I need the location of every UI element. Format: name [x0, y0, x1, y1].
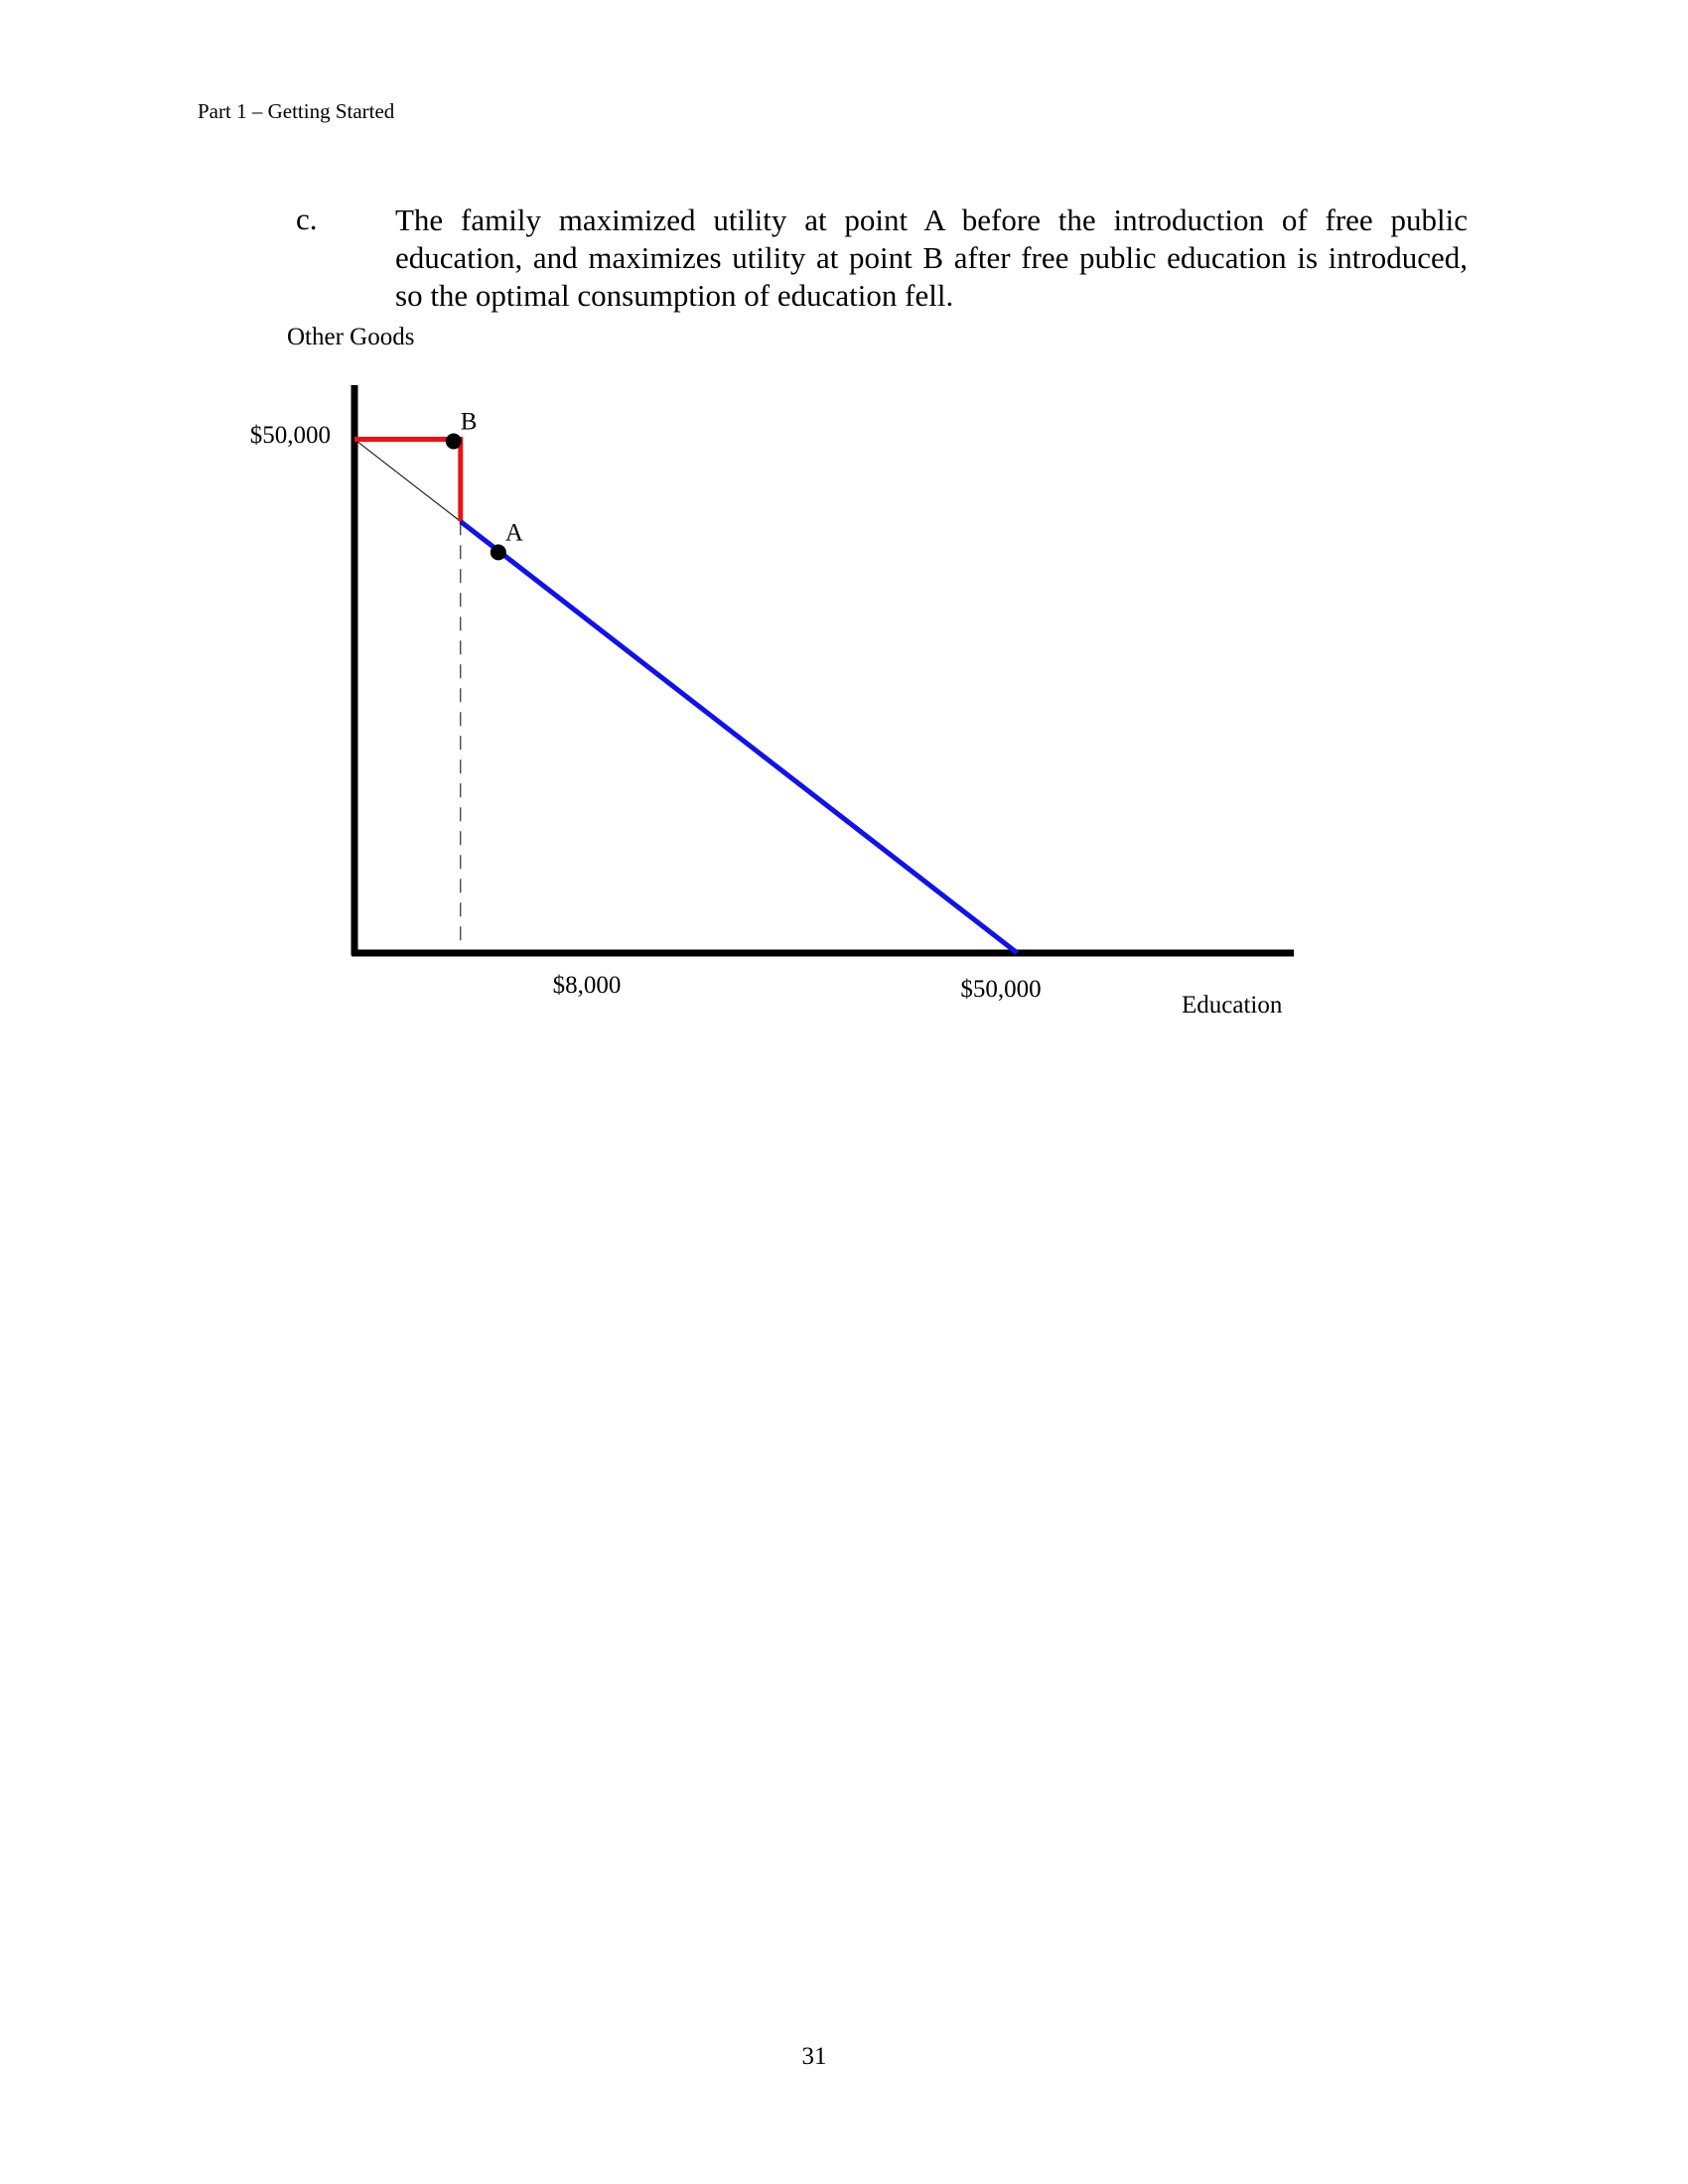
running-header: Part 1 – Getting Started — [198, 99, 395, 123]
point-a-label: A — [504, 519, 523, 547]
point-a-marker — [491, 544, 506, 560]
series-layer — [354, 440, 1018, 954]
x-axis-label: Education — [1182, 992, 1283, 1019]
item-marker: c. — [296, 202, 318, 236]
point-b-marker — [446, 434, 462, 450]
x-tick-label: $8,000 — [552, 972, 622, 999]
point-b-label: B — [460, 408, 478, 436]
x-tick-label: $50,000 — [960, 976, 1042, 1003]
y-tick-label: $50,000 — [249, 422, 331, 449]
budget-line-blue — [461, 521, 1018, 953]
item-paragraph: The family maximized utility at point A before the introduction of free public education, and maximizes utility at point B after free public education is introduced, so the optimal consumption of education fell. — [395, 203, 1468, 313]
page-number: 31 — [801, 2043, 827, 2070]
y-axis-label: Other Goods — [287, 324, 415, 350]
original-budget-segment — [354, 440, 461, 522]
